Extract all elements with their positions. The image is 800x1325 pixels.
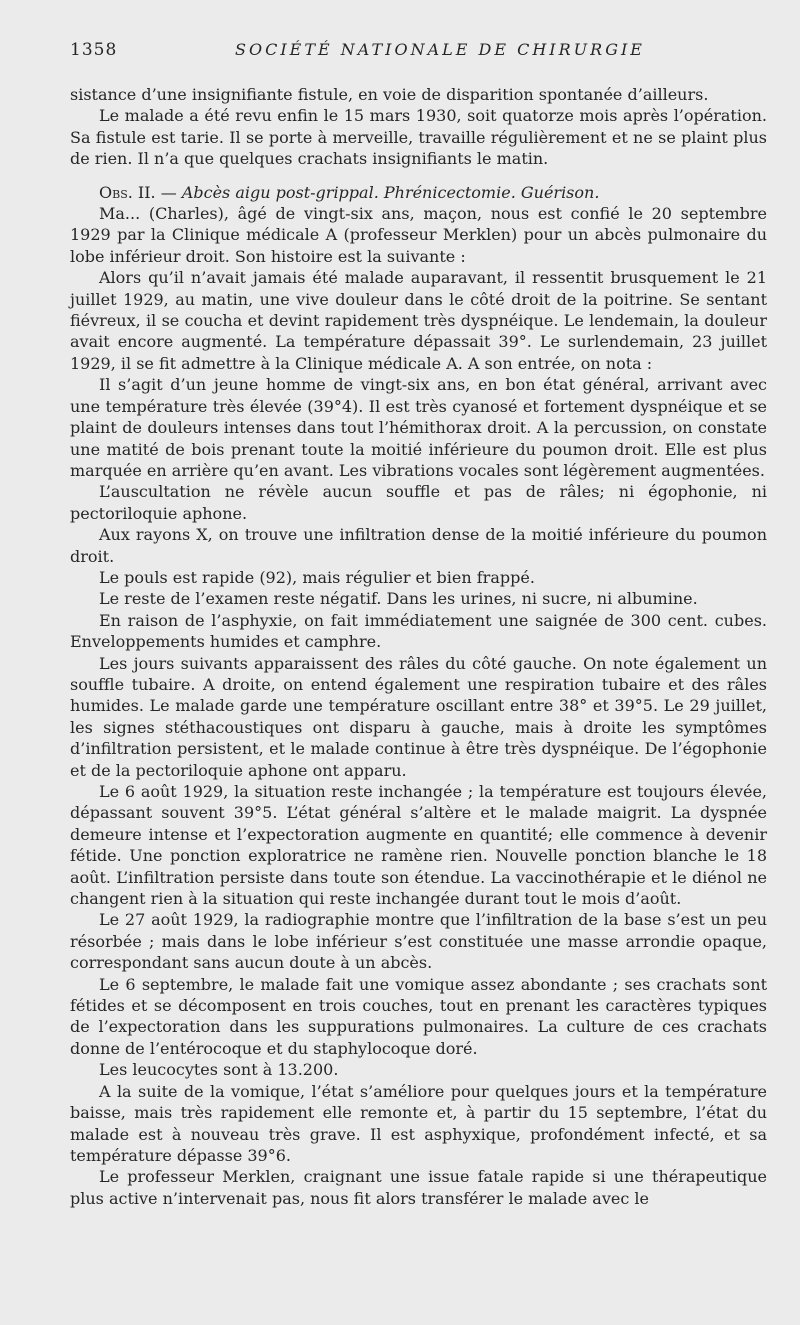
body-text xyxy=(70,84,767,1209)
observation-label: Obs. II. xyxy=(99,182,156,202)
running-title: SOCIÉTÉ NATIONALE DE CHIRURGIE xyxy=(235,40,645,59)
paragraph: Le 27 août 1929, la radiographie montre que l’infiltration de la base s’est un peu résorbée ; mais dans le lobe inférieur s’est constituée une masse arrondie opaque, correspondant sans aucun doute à un abcès. xyxy=(70,910,767,973)
paragraph: sistance d’une insignifiante fistule, en voie de disparition spontanée d’ailleurs. xyxy=(70,85,709,104)
observation-heading xyxy=(70,182,767,203)
paragraph: Le 6 août 1929, la situation reste inchangée ; la température est toujours élevée, dépassant souvent 39°5. L’état général s’altère et le malade maigrit. La dyspnée demeure intense et l’expectoration augmente en quantité; elle commence à devenir fétide. Une ponction exploratrice ne ramène rien. Nouvelle ponction blanche le 18 août. L’infiltration persiste dans toute son étendue. La vaccinothérapie et le diénol ne changent rien à la situation qui reste inchangée durant tout le mois d’août. xyxy=(70,782,767,909)
paragraph: Le pouls est rapide (92), mais régulier et bien frappé. xyxy=(99,567,535,587)
page-header xyxy=(70,40,770,66)
paragraph: Ma... (Charles), âgé de vingt-six ans, maçon, nous est confié le 20 septembre 1929 par la Clinique médicale A (professeur Merklen) pour un abcès pulmonaire du lobe inférieur droit. Son histoire est la suivante : xyxy=(70,204,767,266)
paragraph: A la suite de la vomique, l’état s’améliore pour quelques jours et la température baisse, mais très rapidement elle remonte et, à partir du 15 septembre, l’état du malade est à nouveau très grave. Il est asphyxique, profondément infecté, et sa température dépasse 39°6. xyxy=(70,1081,767,1165)
paragraph: Les jours suivants apparaissent des râles du côté gauche. On note également un souffle tubaire. A droite, on entend également une respiration tubaire et des râles humides. Le malade garde une température oscillant entre 38° et 39°5. Le 29 juillet, les signes stéthacoustiques ont disparu à gauche, mais à droite les symptômes d’infiltration persistent, et le malade continue à être très dyspnéique. De l’égophonie et de la pectoriloquie aphone ont apparu. xyxy=(70,653,767,780)
paragraph: Le malade a été revu enfin le 15 mars 1930, soit quatorze mois après l’opération. Sa fistule est tarie. Il se porte à merveille, travaille régulièrement et ne se plaint plus de rien. Il n’a que quelques crachats insignifiants le matin. xyxy=(70,106,767,169)
observation-title: Abcès aigu post-grippal. Phrénicectomie. Guérison. xyxy=(181,182,600,202)
paragraph: Alors qu’il n’avait jamais été malade auparavant, il ressentit brusquement le 21 juillet 1929, au matin, une vive douleur dans le côté droit de la poitrine. Se sentant fiévreux, il se coucha et devint rapidement très dyspnéique. Le lendemain, la douleur avait encore augmenté. La température dépassait 39°. Le surlendemain, 23 juillet 1929, il se fit admettre à la Clinique médicale A. A son entrée, on nota : xyxy=(70,268,767,373)
paragraph: Le reste de l’examen reste négatif. Dans les urines, ni sucre, ni albumine. xyxy=(99,589,698,609)
paragraph: En raison de l’asphyxie, on fait immédiatement une saignée de 300 cent. cubes. Enveloppements humides et camphre. xyxy=(70,610,767,652)
paragraph: Le 6 septembre, le malade fait une vomique assez abondante ; ses crachats sont fétides et se décomposent en trois couches, tout en prenant les caractères typiques de l’expectoration dans les suppurations pulmonaires. La culture de ces crachats donne de l’entérocoque et du staphylocoque doré. xyxy=(70,974,767,1058)
observation-dash: — xyxy=(155,182,182,202)
paragraph: Les leucocytes sont à 13.200. xyxy=(99,1060,339,1080)
paragraph: L’auscultation ne révèle aucun souffle et pas de râles; ni égophonie, ni pectoriloquie aphone. xyxy=(70,482,767,523)
paragraph: Aux rayons X, on trouve une infiltration dense de la moitié inférieure du poumon droit. xyxy=(70,525,767,566)
paragraph: Il s’agit d’un jeune homme de vingt-six ans, en bon état général, arrivant avec une température très élevée (39°4). Il est très cyanosé et fortement dyspnéique et se plaint de douleurs intenses dans tout l’hémithorax droit. A la percussion, on constate une matité de bois prenant toute la moitié inférieure du poumon droit. Elle est plus marquée en arrière qu’en avant. Les vibrations vocales sont légèrement augmentées. xyxy=(70,375,767,480)
paragraph: Le professeur Merklen, craignant une issue fatale rapide si une thérapeutique plus active n’intervenait pas, nous fit alors transférer le malade avec le xyxy=(70,1167,767,1208)
page-number: 1358 xyxy=(70,40,118,60)
